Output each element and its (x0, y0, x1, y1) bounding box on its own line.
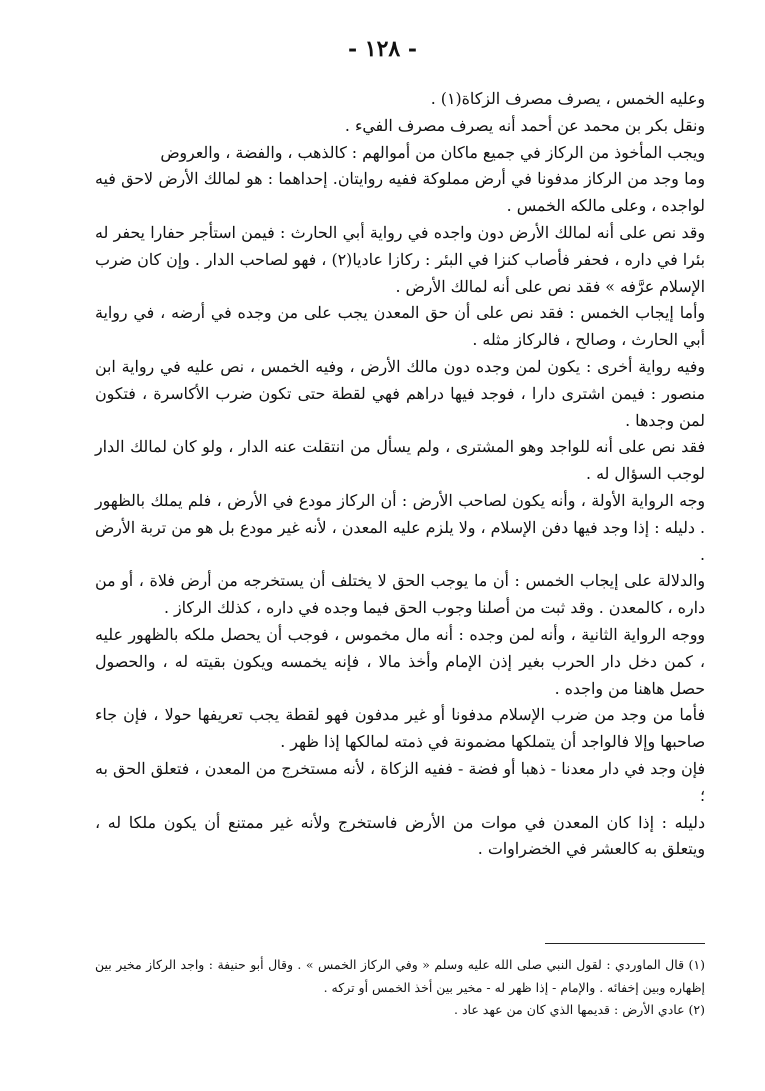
paragraph: وفيه رواية أخرى : يكون لمن وجده دون مالك الأرض ، وفيه الخمس ، نص عليه في رواية ابن منصور : فيمن اشترى دارا ، فوجد فيها دراهم فهي لقطة حتى تكون ضرب الأكاسرة ، فتكون لمن وجدها . (95, 356, 705, 430)
paragraph: والدلالة على إيجاب الخمس : أن ما يوجب الحق لا يختلف أن يستخرجه من أرض فلاة ، أو من داره ، كالمعدن . وقد ثبت من أصلنا وجوب الحق فيما وجده في داره ، كذلك الركاز . (95, 571, 705, 618)
paragraph: وأما إيجاب الخمس : فقد نص على أن حق المعدن يجب على من وجده في أرضه ، في رواية أبي الحارث ، وصالح ، فالركاز مثله . (95, 303, 705, 350)
footnotes (95, 954, 705, 1022)
paragraph: ويجب المأخوذ من الركاز في جميع ماكان من أموالهم : كالذهب ، والفضة ، والعروض (160, 142, 705, 162)
paragraph: وجه الرواية الأولة ، وأنه يكون لصاحب الأرض : أن الركاز مودع في الأرض ، فلم يملك بالظهور . دليله : إذا وجد فيها دفن الإسلام ، ولا يلزم عليه المعدن ، لأنه غير مودع بل هو من تربة الأرض . (95, 490, 705, 564)
paragraph: وما وجد من الركاز مدفونا في أرض مملوكة ففيه روايتان. إحداهما : هو لمالك الأرض لاحق فيه لواجده ، وعلى مالكه الخمس . (95, 169, 705, 216)
paragraph: ونقل بكر بن محمد عن أحمد أنه يصرف مصرف الفيء . (344, 115, 705, 135)
paragraph: وقد نص على أنه لمالك الأرض دون واجده في رواية أبي الحارث : فيمن استأجر حفارا يحفر له بئرا في داره ، فحفر فأصاب كنزا في البئر : ركازا عاديا(٢) ، فهو لصاحب الدار . وإن كان ضرب الإسلام عرَّفه » فقد نص على أنه لمالك الأرض . (95, 222, 705, 296)
body-text (95, 86, 705, 863)
paragraph: وعليه الخمس ، يصرف مصرف الزكاة(١) . (430, 89, 705, 108)
page-number: - ١٢٨ - (347, 36, 418, 62)
footnote: (٢) عادي الأرض : قديمها الذي كان من عهد عاد . (454, 1002, 705, 1017)
paragraph: فإن وجد في دار معدنا - ذهبا أو فضة - ففيه الزكاة ، لأنه مستخرج من المعدن ، فتعلق الحق به ؛ (95, 758, 705, 805)
paragraph: فأما من وجد من ضرب الإسلام مدفونا أو غير مدفون فهو لقطة يجب تعريفها حولا ، فإن جاء صاحبها وإلا فالواجد أن يتملكها مضمونة في ذمته لمالكها إذا ظهر . (95, 705, 705, 752)
footnote: (١) قال الماوردي : لقول النبي صلى الله عليه وسلم « وفي الركاز الخمس » . وقال أبو حنيفة : واجد الركاز مخير بين إظهاره وبين إخفائه . والإمام - إذا ظهر له - مخير بين أخذ الخمس أو تركه . (95, 957, 705, 995)
paragraph: دليله : إذا كان المعدن في موات من الأرض فاستخرج ولأنه غير ممتنع أن يكون ملكا له ، ويتعلق به كالعشر في الخضراوات . (95, 812, 705, 859)
paragraph: ووجه الرواية الثانية ، وأنه لمن وجده : أنه مال مخموس ، فوجب أن يحصل ملكه بالظهور عليه ، كمن دخل دار الحرب بغير إذن الإمام وأخذ مالا ، فإنه يخمسه ويكون بقيته له ، والحصول حصل هاهنا من واجده . (95, 624, 705, 698)
paragraph: فقد نص على أنه للواجد وهو المشترى ، ولم يسأل من انتقلت عنه الدار ، ولو كان لمالك الدار لوجب السؤال له . (95, 437, 705, 484)
footnote-divider (545, 943, 705, 944)
